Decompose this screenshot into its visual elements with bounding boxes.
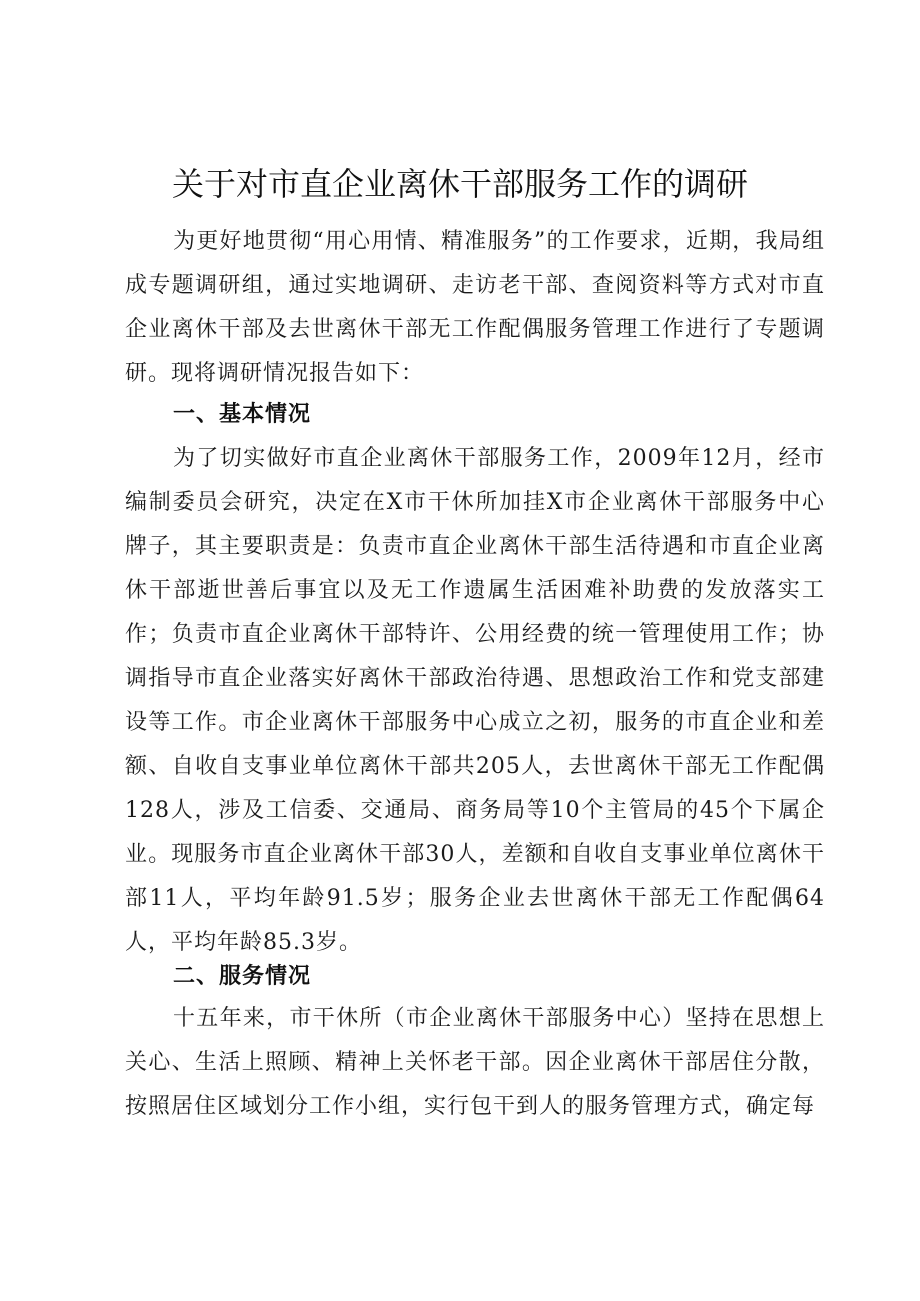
document-title: 关于对市直企业离休干部服务工作的调研 [171, 165, 748, 203]
intro-paragraph: 为更好地贯彻“用心用情、精准服务”的工作要求，近期，我局组成专题调研组，通过实地调研、走访老干部、查阅资料等方式对市直企业离休干部及去世离休干部无工作配偶服务管理工作进行了专题调研。现将调研情况报告如下： [125, 229, 825, 386]
section-heading-basic-situation: 一、基本情况 [173, 402, 312, 427]
section-heading-service-situation: 二、服务情况 [173, 964, 312, 989]
section-basic-situation-paragraph: 为了切实做好市直企业离休干部服务工作，2009年12月，经市编制委员会研究，决定在X市干休所加挂X市企业离休干部服务中心牌子，其主要职责是：负责市直企业离休干部生活待遇和市直企业离休干部逝世善后事宜以及无工作遗属生活困难补助费的发放落实工作；负责市直企业离休干部特许、公用经费的统一管理使用工作；协调指导市直企业落实好离休干部政治待遇、思想政治工作和党支部建设等工作。市企业离休干部服务中心成立之初，服务的市直企业和差额、自收自支事业单位离休干部共205人，去世离休干部无工作配偶128人，涉及工信委、交通局、商务局等10个主管局的45个下属企业。现服务市直企业离休干部30人，差额和自收自支事业单位离休干部11人，平均年龄91.5岁；服务企业去世离休干部无工作配偶64人，平均年龄85.3岁。 [125, 446, 825, 955]
section-service-situation-paragraph: 十五年来，市干休所（市企业离休干部服务中心）坚持在思想上关心、生活上照顾、精神上关怀老干部。因企业离休干部居住分散，按照居住区域划分工作小组，实行包干到人的服务管理方式，确定每 [125, 1006, 825, 1119]
